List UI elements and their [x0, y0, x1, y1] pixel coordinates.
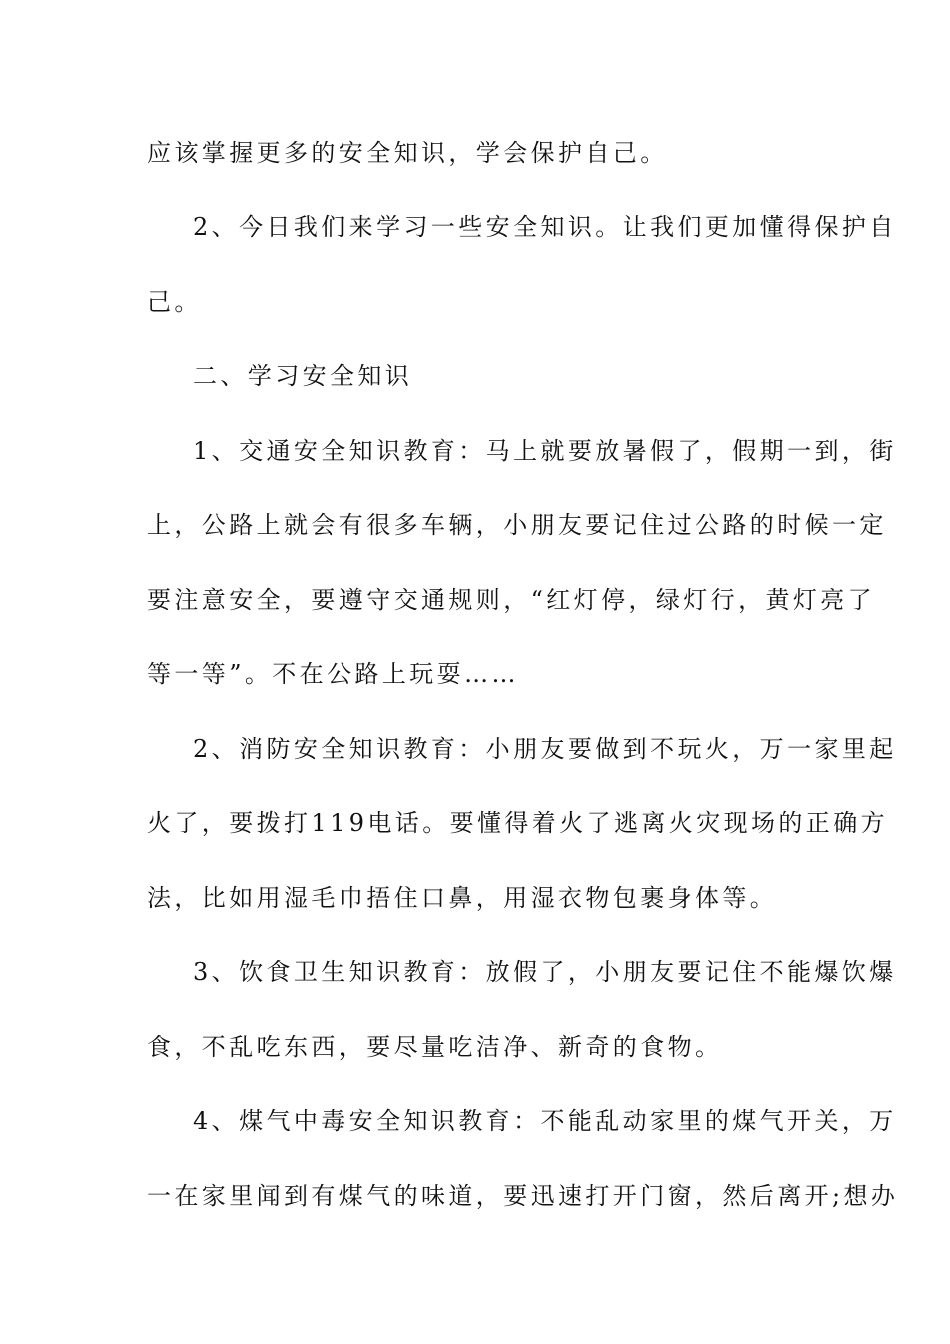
paragraph-first-line: 1、交通安全知识教育：马上就要放暑假了，假期一到，街 [193, 437, 897, 465]
text-line: 火了，要拨打119电话。要懂得着火了逃离火灾现场的正确方 [147, 809, 889, 837]
section-heading: 二、学习安全知识 [193, 362, 413, 390]
text-line: 食，不乱吃东西，要尽量吃洁净、新奇的食物。 [147, 1033, 723, 1061]
text-line: 上，公路上就会有很多车辆，小朋友要记住过公路的时候一定 [147, 511, 887, 539]
paragraph-first-line: 2、消防安全知识教育：小朋友要做到不玩火，万一家里起 [193, 735, 897, 763]
paragraph-first-line: 2、今日我们来学习一些安全知识。让我们更加懂得保护自 [193, 213, 897, 241]
text-line: 等一等”。不在公路上玩耍…… [147, 660, 519, 688]
text-line: 己。 [147, 288, 202, 316]
text-line: 一在家里闻到有煤气的味道，要迅速打开门窗，然后离开;想办 [147, 1182, 899, 1210]
text-line: 要注意安全，要遵守交通规则，“红灯停，绿灯行，黄灯亮了 [147, 586, 876, 614]
paragraph-first-line: 4、煤气中毒安全知识教育：不能乱动家里的煤气开关，万 [193, 1107, 897, 1135]
text-line: 应该掌握更多的安全知识，学会保护自己。 [147, 139, 668, 167]
text-line: 法，比如用湿毛巾捂住口鼻，用湿衣物包裹身体等。 [147, 884, 778, 912]
paragraph-first-line: 3、饮食卫生知识教育：放假了，小朋友要记住不能爆饮爆 [193, 958, 897, 986]
